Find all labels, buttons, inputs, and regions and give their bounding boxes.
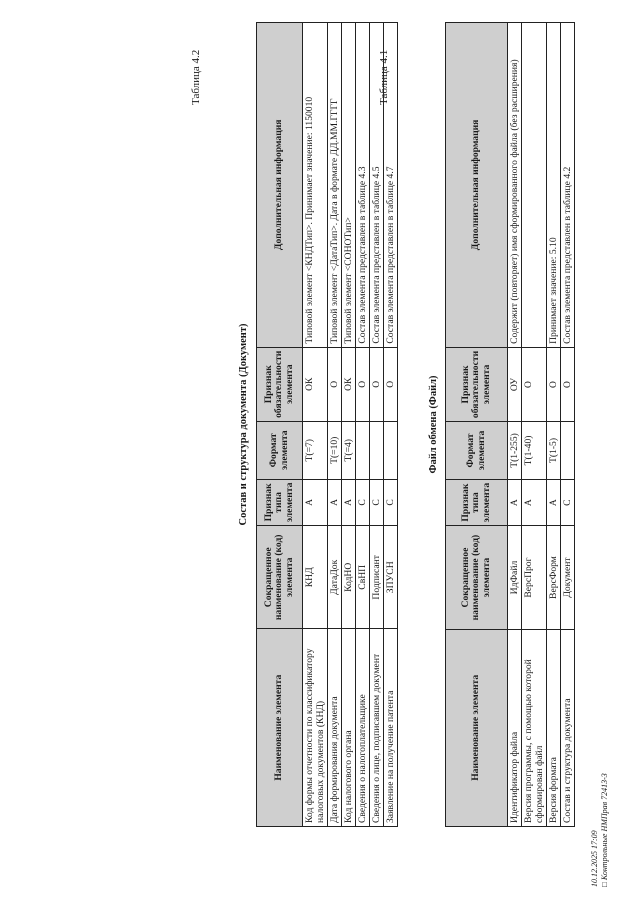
cell-required: О: [547, 347, 561, 421]
cell-name: Дата формирования документа: [328, 629, 342, 827]
cell-format: T(=4): [342, 421, 356, 479]
cell-code: КНД: [303, 526, 328, 629]
col-header-type: Признак типа элемента: [446, 479, 508, 526]
cell-type: А: [342, 479, 356, 526]
cell-required: О: [522, 347, 547, 421]
cell-name: Состав и структура документа: [561, 629, 575, 826]
cell-format: T(=10): [328, 421, 342, 479]
footer-timestamp: 10.12.2025 17:09: [590, 830, 599, 887]
cell-name: Сведения о налогоплательщике: [356, 629, 370, 827]
cell-format: [384, 421, 398, 479]
table-document-structure: [256, 22, 398, 827]
cell-code: ЗПУСН: [384, 526, 398, 629]
cell-required: ОК: [342, 347, 356, 421]
table-row: [384, 23, 398, 827]
col-header-format: Формат элемента: [257, 421, 303, 479]
table-file-exchange: [445, 22, 575, 827]
cell-format: T(1-5): [547, 422, 561, 480]
cell-type: С: [356, 479, 370, 526]
footer-document-code: □ Контрольные НМПрав 72413-3: [600, 773, 609, 887]
cell-code: Документ: [561, 526, 575, 629]
cell-info: [522, 23, 547, 348]
cell-type: А: [547, 479, 561, 526]
cell-type: С: [384, 479, 398, 526]
cell-type: А: [328, 479, 342, 526]
cell-name: Код налогового органа: [342, 629, 356, 827]
cell-type: А: [508, 479, 522, 526]
print-footer: [590, 773, 610, 887]
cell-format: [561, 422, 575, 480]
table-row: [547, 23, 561, 827]
table-row: [328, 23, 342, 827]
cell-name: Версия программы, с помощью которой сформирован файл: [522, 629, 547, 826]
col-header-info: Дополнительная информация: [257, 23, 303, 348]
col-header-required: Признак обязательности элемента: [257, 347, 303, 421]
cell-type: А: [522, 479, 547, 526]
cell-info: Типовой элемент <ДатаТип>. Дата в формате ДД.ММ.ГГГГ: [328, 23, 342, 348]
cell-code: КодНО: [342, 526, 356, 629]
cell-type: С: [561, 479, 575, 526]
cell-info: Состав элемента представлен в таблице 4.3: [356, 23, 370, 348]
table-row: [522, 23, 547, 827]
cell-info: Типовой элемент <КНДТип>. Принимает значение: 1150010: [303, 23, 328, 348]
cell-name: Сведения о лице, подписавшем документ: [370, 629, 384, 827]
cell-format: [356, 421, 370, 479]
cell-code: СвНП: [356, 526, 370, 629]
col-header-name: Наименование элемента: [446, 629, 508, 826]
col-header-format: Формат элемента: [446, 422, 508, 480]
table-row: [370, 23, 384, 827]
cell-required: ОУ: [508, 347, 522, 421]
cell-code: ДатаДок: [328, 526, 342, 629]
cell-type: С: [370, 479, 384, 526]
table-row: [508, 23, 522, 827]
cell-code: ИдФайл: [508, 526, 522, 629]
table-header-row: [257, 23, 303, 827]
cell-info: Состав элемента представлен в таблице 4.7: [384, 23, 398, 348]
col-header-code: Сокращенное наименование (код) элемента: [257, 526, 303, 629]
cell-name: Версия формата: [547, 629, 561, 826]
cell-name: Код формы отчетности по классификатору налоговых документов (КНД): [303, 629, 328, 827]
cell-required: ОК: [303, 347, 328, 421]
col-header-code: Сокращенное наименование (код) элемента: [446, 526, 508, 629]
cell-info: Состав элемента представлен в таблице 4.5: [370, 23, 384, 348]
cell-required: О: [328, 347, 342, 421]
table-header-row: [446, 23, 508, 827]
table-row: [561, 23, 575, 827]
cell-code: Подписант: [370, 526, 384, 629]
cell-required: О: [370, 347, 384, 421]
cell-info: Содержит (повторяет) имя сформированного файла (без расширения): [508, 23, 522, 348]
table-row: [356, 23, 370, 827]
cell-format: T(1-255): [508, 422, 522, 480]
col-header-name: Наименование элемента: [257, 629, 303, 827]
cell-name: Заявление на получение патента: [384, 629, 398, 827]
table2-label: Таблица 4.2: [190, 49, 202, 105]
cell-code: ВерсФорм: [547, 526, 561, 629]
cell-name: Идентификатор файла: [508, 629, 522, 826]
table1-caption: Файл обмена (Файл): [428, 375, 439, 474]
cell-format: T(=7): [303, 421, 328, 479]
table1-label: Таблица 4.1: [378, 49, 390, 105]
table-row: [303, 23, 328, 827]
cell-type: А: [303, 479, 328, 526]
cell-info: Состав элемента представлен в таблице 4.2: [561, 23, 575, 348]
cell-format: T(1-40): [522, 422, 547, 480]
cell-format: [370, 421, 384, 479]
cell-required: О: [561, 347, 575, 421]
table-row: [342, 23, 356, 827]
table2-caption: Состав и структура документа (Документ): [238, 323, 249, 526]
cell-code: ВерсПрог: [522, 526, 547, 629]
cell-info: Типовой элемент <СОНОТип>: [342, 23, 356, 348]
col-header-required: Признак обязательности элемента: [446, 347, 508, 421]
cell-required: О: [384, 347, 398, 421]
cell-required: О: [356, 347, 370, 421]
cell-info: Принимает значение: 5.10: [547, 23, 561, 348]
col-header-type: Признак типа элемента: [257, 479, 303, 526]
col-header-info: Дополнительная информация: [446, 23, 508, 348]
